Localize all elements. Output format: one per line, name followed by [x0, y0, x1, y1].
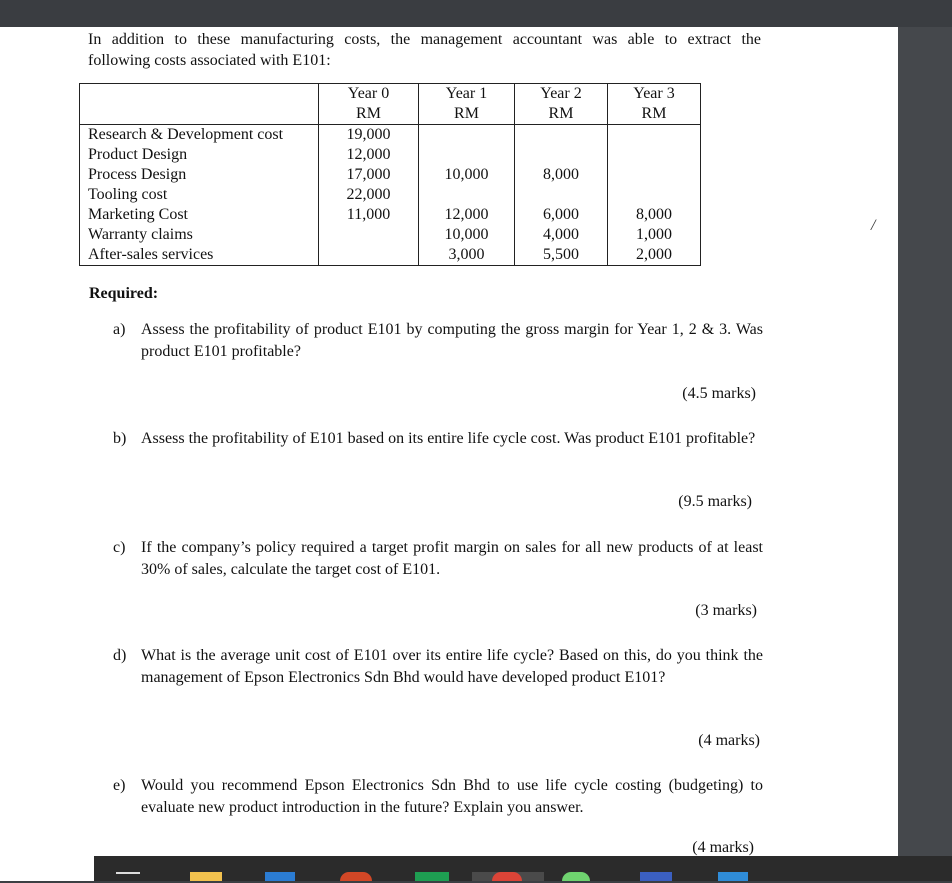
question-d-text: What is the average unit cost of E101 over its entire life cycle? Based on this, do you think the management of Epson Electronics Sdn Bhd would have developed product E101? — [141, 647, 763, 686]
question-c-label: c) — [113, 539, 126, 556]
column-year-3: 8,000 1,000 2,000 — [608, 125, 701, 266]
label-tooling: Tooling cost — [88, 186, 168, 203]
powerpoint-icon[interactable] — [340, 872, 372, 881]
question-a-marks: (4.5 marks) — [682, 385, 756, 402]
label-rd: Research & Development cost — [88, 126, 284, 143]
header-blank — [80, 84, 319, 125]
taskbar-search-box[interactable] — [0, 856, 94, 881]
label-warranty: Warranty claims — [88, 226, 193, 243]
question-b-text: Assess the profitability of E101 based on its entire life cycle cost. Was product E101 profitable? — [141, 430, 756, 447]
question-c — [113, 537, 763, 581]
stray-pen-mark: / — [871, 217, 876, 234]
browser-icon[interactable] — [265, 872, 295, 881]
question-b — [113, 428, 763, 450]
question-b-marks: (9.5 marks) — [678, 493, 752, 510]
label-process-design: Process Design — [88, 166, 187, 183]
label-after-sales: After-sales services — [88, 246, 214, 263]
question-b-label: b) — [113, 430, 127, 447]
taskbar — [0, 856, 952, 881]
question-e-label: e) — [113, 777, 126, 794]
task-view-icon[interactable] — [116, 872, 140, 883]
question-d-marks: (4 marks) — [698, 732, 760, 749]
app-icon[interactable] — [718, 872, 748, 881]
question-e — [113, 775, 763, 819]
question-d-label: d) — [113, 647, 127, 664]
viewer-top-bar — [0, 0, 952, 27]
question-a — [113, 319, 763, 363]
viewer-side-panel[interactable] — [898, 27, 952, 856]
header-year-2: Year 2 RM — [515, 84, 608, 125]
document-page — [0, 27, 898, 856]
question-a-text: Assess the profitability of product E101 by computing the gross margin for Year 1, 2 & 3. Was product E101 profitable? — [141, 321, 763, 360]
intro-paragraph — [88, 29, 761, 71]
label-marketing: Marketing Cost — [88, 206, 188, 223]
header-year-1: Year 1 RM — [419, 84, 515, 125]
table-header-row — [80, 84, 701, 125]
question-e-marks: (4 marks) — [692, 839, 754, 856]
row-labels — [80, 125, 319, 266]
column-year-1: 10,000 12,000 10,000 3,000 — [419, 125, 515, 266]
file-explorer-icon[interactable] — [190, 872, 222, 881]
intro-line-2: following costs associated with E101: — [88, 52, 331, 69]
chat-app-icon[interactable] — [562, 872, 590, 881]
excel-icon[interactable] — [415, 872, 449, 881]
table-body-row — [80, 125, 701, 266]
question-c-text: If the company’s policy required a target profit margin on sales for all new products of at least 30% of sales, calculate the target cost of E101. — [141, 539, 763, 578]
question-c-marks: (3 marks) — [695, 602, 757, 619]
required-heading: Required: — [89, 285, 159, 302]
question-a-label: a) — [113, 321, 126, 338]
question-d — [113, 645, 763, 689]
column-year-0: 19,000 12,000 17,000 22,000 11,000 — [319, 125, 419, 266]
header-year-0: Year 0 RM — [319, 84, 419, 125]
chrome-icon[interactable] — [492, 872, 522, 881]
column-year-2: 8,000 6,000 4,000 5,500 — [515, 125, 608, 266]
document-content — [0, 27, 898, 856]
cost-table — [79, 83, 701, 266]
question-e-text: Would you recommend Epson Electronics Sdn Bhd to use life cycle costing (budgeting) to evaluate new product introduction in the future? Explain you answer. — [141, 777, 763, 816]
intro-line-1: In addition to these manufacturing costs, the management accountant was able to extract the — [88, 31, 761, 48]
header-year-3: Year 3 RM — [608, 84, 701, 125]
word-icon[interactable] — [640, 872, 672, 881]
label-product-design: Product Design — [88, 146, 188, 163]
